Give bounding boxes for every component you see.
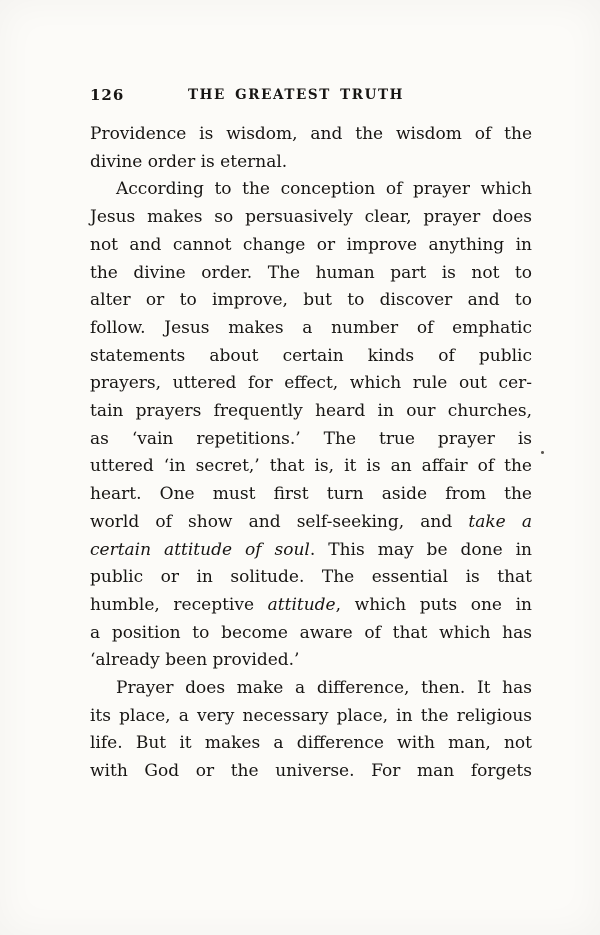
text-line bbox=[90, 509, 532, 537]
text-line bbox=[90, 204, 532, 232]
text-run: its place, a very necessary place, in the religious bbox=[90, 705, 532, 726]
text-run: as ‘vain repetitions.’ The true prayer is bbox=[90, 428, 532, 449]
text-line bbox=[90, 398, 532, 426]
text-line bbox=[90, 620, 532, 648]
text-line bbox=[90, 343, 532, 371]
text-run: prayers, uttered for effect, which rule out cer- bbox=[90, 373, 532, 394]
text-line bbox=[90, 232, 532, 260]
text-line bbox=[90, 592, 532, 620]
text-line bbox=[90, 647, 532, 675]
text-run: with God or the universe. For man forgets bbox=[90, 761, 532, 782]
page-header bbox=[90, 86, 532, 106]
text-line bbox=[90, 370, 532, 398]
text-line bbox=[90, 564, 532, 592]
italic-text-run: take a bbox=[468, 511, 532, 532]
text-run: tain prayers frequently heard in our churches, bbox=[90, 401, 532, 422]
text-line bbox=[90, 121, 532, 149]
print-speck bbox=[541, 451, 544, 454]
text-run: not and cannot change or improve anything in bbox=[90, 234, 532, 255]
text-run: Prayer does make a difference, then. It has bbox=[116, 678, 532, 699]
italic-text-run: attitude bbox=[267, 594, 336, 615]
text-run: Providence is wisdom, and the wisdom of the bbox=[90, 124, 532, 144]
text-line bbox=[90, 481, 532, 509]
text-run: the divine order. The human part is not to bbox=[90, 262, 532, 283]
text-line bbox=[90, 703, 532, 731]
text-line bbox=[90, 730, 532, 758]
text-line bbox=[90, 675, 532, 703]
text-run: . This may be done in bbox=[309, 539, 533, 560]
text-line bbox=[90, 149, 532, 177]
text-run: uttered ‘in secret,’ that is, it is an affair of the bbox=[90, 456, 532, 477]
page-body bbox=[90, 121, 532, 786]
paragraph bbox=[90, 176, 532, 675]
text-run: public or in solitude. The essential is that bbox=[90, 567, 532, 588]
text-run: divine order is eternal. bbox=[90, 151, 288, 172]
text-run: heart. One must first turn aside from the bbox=[90, 484, 532, 505]
text-run: a position to become aware of that which has bbox=[90, 622, 532, 643]
text-line bbox=[90, 758, 532, 786]
text-run: , which puts one in bbox=[335, 594, 532, 615]
text-run: According to the conception of prayer which bbox=[116, 179, 532, 200]
text-line bbox=[90, 537, 532, 565]
page-number: 126 bbox=[90, 86, 125, 104]
paragraph bbox=[90, 675, 532, 786]
italic-text-run: certain attitude of soul bbox=[90, 539, 310, 560]
text-line bbox=[90, 453, 532, 481]
text-run: Jesus makes so persuasively clear, prayer does bbox=[90, 207, 532, 228]
text-run: follow. Jesus makes a number of emphatic bbox=[90, 317, 532, 338]
text-line bbox=[90, 260, 532, 288]
text-run: humble, receptive bbox=[90, 594, 268, 615]
text-line bbox=[90, 315, 532, 343]
text-run: statements about certain kinds of public bbox=[90, 345, 532, 366]
text-run: alter or to improve, but to discover and to bbox=[90, 290, 532, 311]
text-run: ‘already been provided.’ bbox=[90, 650, 300, 671]
text-line bbox=[90, 176, 532, 204]
text-line bbox=[90, 426, 532, 454]
text-line bbox=[90, 287, 532, 315]
text-run: world of show and self-seeking, and bbox=[90, 511, 469, 532]
paragraph bbox=[90, 121, 532, 176]
running-header-title: THE GREATEST TRUTH bbox=[187, 87, 405, 103]
text-run: life. But it makes a difference with man, not bbox=[90, 733, 532, 754]
